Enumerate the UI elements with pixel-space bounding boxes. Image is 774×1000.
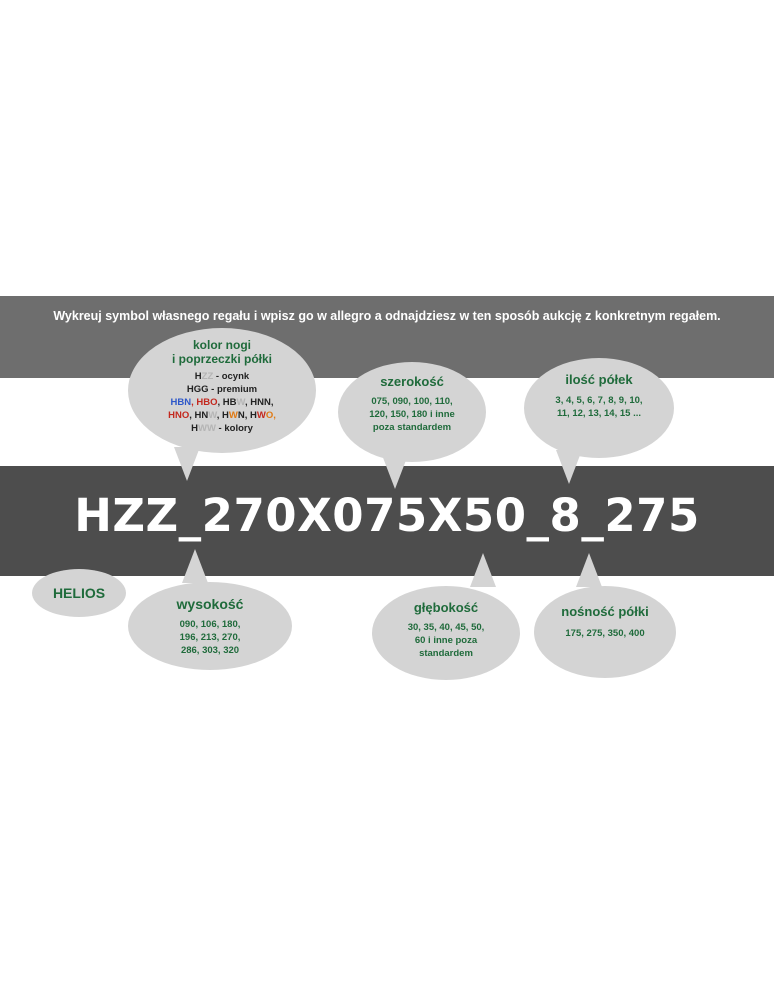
callout-ilosc-polek [524, 358, 674, 458]
kolor-nogi-title-line2: i poprzeczki półki [171, 352, 273, 366]
wysokosc-tail [182, 549, 208, 583]
callout-helios-brand [32, 569, 126, 617]
helios-label: HELIOS [52, 585, 106, 601]
glebokosc-title: głębokość [413, 600, 479, 615]
glebokosc-values-line1: 30, 35, 40, 45, 50, [407, 622, 485, 633]
kolor-nogi-tail [174, 447, 200, 481]
wysokosc-values [128, 618, 292, 657]
glebokosc-values-line3: standardem [419, 648, 473, 659]
glebokosc-tail [470, 553, 496, 587]
kolor-line-3: HBN, HBO, HBW, HNN, [170, 397, 274, 408]
headline-text: Wykreuj symbol własnego regału i wpisz go w allegro a odnajdziesz w ten sposób aukcję z konkretnym regałem. [53, 309, 721, 323]
glebokosc-values [372, 621, 520, 660]
product-code: HZZ_270X075X50_8_275 [74, 489, 700, 542]
kolor-line-2: HGG - premium [186, 384, 258, 395]
szerokosc-values-line2: 120, 150, 180 i inne [369, 409, 455, 420]
nosnosc-polki-values-line1: 175, 275, 350, 400 [565, 628, 645, 639]
szerokosc-title: szerokość [380, 374, 444, 389]
ilosc-polek-title: ilość półek [565, 372, 633, 387]
callout-nosnosc-polki [534, 586, 676, 678]
nosnosc-polki-values [534, 627, 676, 640]
szerokosc-values-line3: poza standardem [372, 422, 452, 433]
kolor-line-1: HZZ - ocynk [194, 371, 250, 382]
ilosc-polek-values-line2: 11, 12, 13, 14, 15 ... [557, 408, 641, 419]
szerokosc-values-line1: 075, 090, 100, 110, [371, 396, 453, 407]
glebokosc-values-line2: 60 i inne poza [414, 635, 478, 646]
ilosc-polek-values [524, 394, 674, 420]
kolor-line-4: HNO, HNW, HWN, HWO, [168, 410, 276, 421]
szerokosc-values [338, 395, 486, 434]
nosnosc-polki-tail [576, 553, 602, 587]
wysokosc-values-line3: 286, 303, 320 [180, 645, 240, 656]
wysokosc-values-line1: 090, 106, 180, [179, 619, 241, 630]
callout-kolor-nogi [128, 328, 316, 453]
nosnosc-polki-title: nośność półki [561, 604, 649, 619]
kolor-line-5: HWW - kolory [191, 423, 253, 434]
ilosc-polek-values-line1: 3, 4, 5, 6, 7, 8, 9, 10, [555, 395, 643, 406]
wysokosc-title: wysokość [176, 596, 244, 612]
callout-szerokosc [338, 362, 486, 462]
kolor-nogi-values [128, 370, 316, 435]
wysokosc-values-line2: 196, 213, 270, [179, 632, 241, 643]
callout-glebokosc [372, 586, 520, 680]
kolor-nogi-title-line1: kolor nogi [193, 338, 251, 352]
callout-wysokosc [128, 582, 292, 670]
